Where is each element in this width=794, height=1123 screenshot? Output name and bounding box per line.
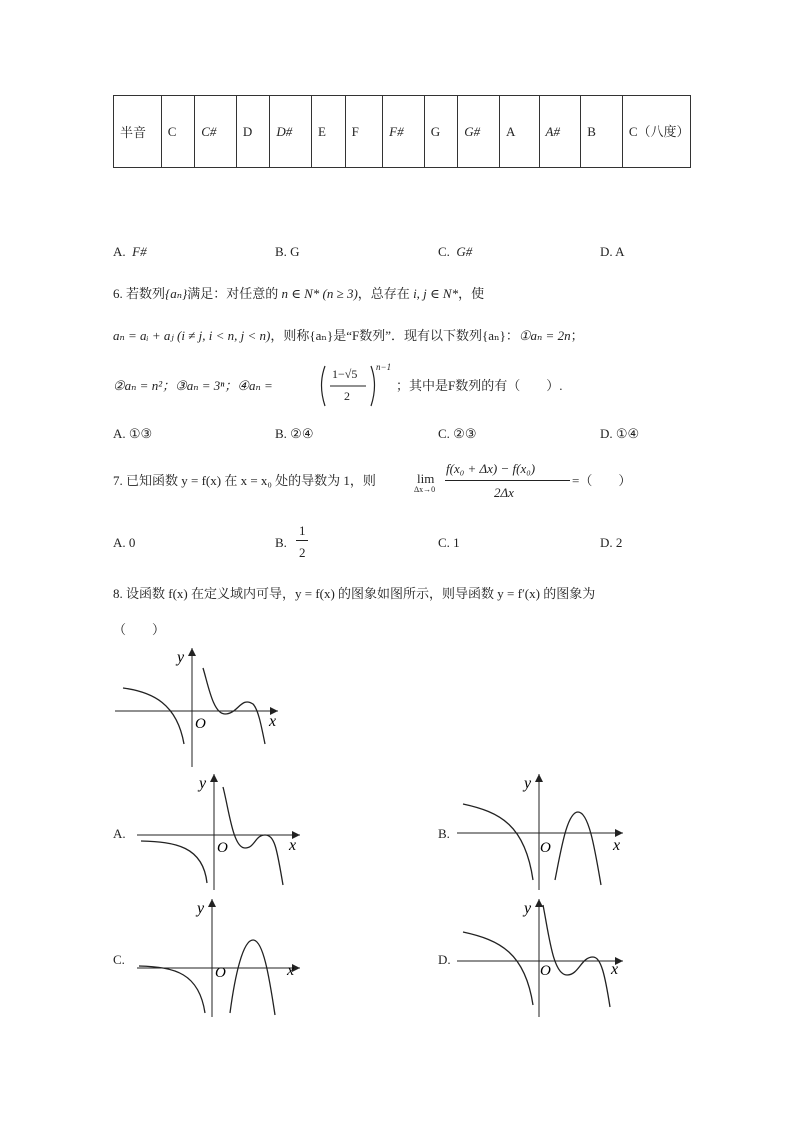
origin-label: O xyxy=(540,840,551,856)
q6-option-c: C. ②③ xyxy=(438,426,477,441)
q7-option-b-num: 1 xyxy=(299,523,306,538)
table-cell: G# xyxy=(458,96,500,168)
q6-option-b: B. ②④ xyxy=(275,426,314,441)
table-cell: A# xyxy=(539,96,581,168)
axis-y-label: y xyxy=(524,900,532,917)
graph-fx xyxy=(113,644,283,769)
axis-x-label: x xyxy=(287,962,295,979)
axis-y-label: y xyxy=(199,775,207,792)
q7-lim-sub: Δx→0 xyxy=(414,485,436,494)
q7-option-b-bar xyxy=(296,540,308,541)
q8-paren: （ ） xyxy=(113,622,166,637)
axis-x-label: x xyxy=(289,837,297,854)
graph-option-b xyxy=(455,770,630,892)
axis-x-label: x xyxy=(611,961,619,978)
q5-option-a: A. F# xyxy=(113,244,147,259)
q7-fraction-bar xyxy=(445,480,570,481)
axis-y-label: y xyxy=(524,775,532,792)
q6-line3-end: ；其中是F数列的有（ ）. xyxy=(396,378,563,393)
q8-option-a-label: A. xyxy=(113,826,126,841)
fraction-denominator: 2 xyxy=(344,389,350,403)
q7-stem: 7. 已知函数 y = f(x) 在 x = x₀ 处的导数为 1，则 xyxy=(113,473,376,488)
table-cell: 半音 xyxy=(114,96,162,168)
q7-numerator: f(x₀ + Δx) − f(x₀) xyxy=(446,461,536,476)
table-cell: G xyxy=(424,96,458,168)
q7-option-b: B. xyxy=(275,535,287,550)
q5-option-d: D. A xyxy=(600,244,625,259)
graph-option-c xyxy=(135,895,305,1020)
table-cell: B xyxy=(581,96,623,168)
q6-exponent: n−1 xyxy=(376,362,392,372)
axis-x-label: x xyxy=(269,713,277,730)
origin-label: O xyxy=(217,840,228,856)
axis-y-label: y xyxy=(177,649,185,666)
table-row xyxy=(114,96,691,168)
q6-line2: aₙ = aᵢ + aⱼ (i ≠ j, i < n, j < n)，则称{aₙ}是“F数列”．现有以下数列{aₙ}：①aₙ = 2n； xyxy=(113,328,584,343)
q7-option-a: A. 0 xyxy=(113,535,136,550)
q7-denominator: 2Δx xyxy=(494,485,514,500)
table-cell: D xyxy=(236,96,270,168)
graph-option-d xyxy=(455,895,630,1020)
axis-y-label: y xyxy=(197,900,205,917)
q5-option-c: C. G# xyxy=(438,244,473,259)
q6-fraction xyxy=(318,362,378,408)
graph-option-a xyxy=(135,770,305,892)
q8-option-b-label: B. xyxy=(438,826,450,841)
table-cell: C# xyxy=(195,96,237,168)
origin-label: O xyxy=(215,965,226,981)
q8-option-d-label: D. xyxy=(438,952,451,967)
q7-lim: lim xyxy=(417,471,435,486)
origin-label: O xyxy=(540,963,551,979)
table-cell: E xyxy=(312,96,346,168)
q5-option-b: B. G xyxy=(275,244,300,259)
axis-x-label: x xyxy=(613,837,621,854)
q7-option-b-den: 2 xyxy=(299,545,306,560)
table-cell: F xyxy=(345,96,383,168)
semitone-table xyxy=(113,95,691,168)
q8-option-c-label: C. xyxy=(113,952,125,967)
table-cell: A xyxy=(499,96,539,168)
fraction-numerator: 1−√5 xyxy=(332,367,358,381)
q6-line1: 6. 若数列{aₙ}满足：对任意的 n ∈ N* (n ≥ 3)，总存在 i, j ∈ N*，使 xyxy=(113,286,485,301)
q8-stem: 8. 设函数 f(x) 在定义域内可导，y = f(x) 的图象如图所示，则导函数 y = f′(x) 的图象为 xyxy=(113,586,596,601)
q7-option-c: C. 1 xyxy=(438,535,460,550)
origin-label: O xyxy=(195,716,206,732)
q7-option-d: D. 2 xyxy=(600,535,623,550)
table-cell: C（八度） xyxy=(622,96,690,168)
q6-option-d: D. ①④ xyxy=(600,426,640,441)
q6-option-a: A. ①③ xyxy=(113,426,153,441)
table-cell: C xyxy=(161,96,195,168)
q7-end: =（ ） xyxy=(572,473,632,488)
q6-line3: ②aₙ = n²；③aₙ = 3ⁿ；④aₙ = xyxy=(113,378,273,393)
table-cell: F# xyxy=(383,96,425,168)
table-cell: D# xyxy=(270,96,312,168)
